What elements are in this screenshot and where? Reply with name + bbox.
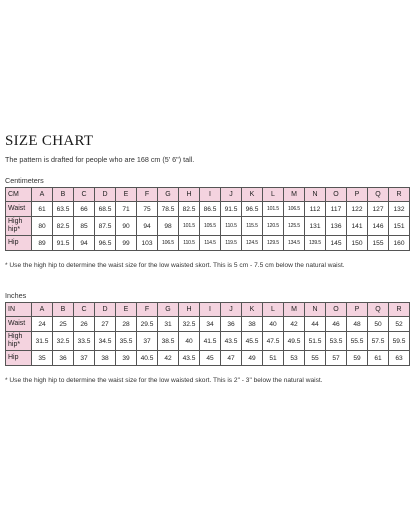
measurement-cell: 41.5 (200, 332, 221, 351)
table-row (6, 351, 410, 366)
size-table-centimeters (5, 187, 410, 251)
measurement-cell: 46 (326, 317, 347, 332)
measurement-cell: 28 (116, 317, 137, 332)
table-row (6, 236, 410, 251)
section-label-inches: Inches (5, 291, 27, 300)
size-header-cell: P (347, 303, 368, 317)
table-row (6, 317, 410, 332)
size-header-cell: E (116, 303, 137, 317)
measurement-cell: 53.5 (326, 332, 347, 351)
measurement-cell: 52 (389, 317, 410, 332)
size-header-cell: D (95, 188, 116, 202)
measurement-cell: 59.5 (389, 332, 410, 351)
measurement-cell: 32.5 (179, 317, 200, 332)
measurement-cell: 122 (347, 202, 368, 217)
size-header-cell: I (200, 188, 221, 202)
measurement-cell: 39 (116, 351, 137, 366)
measurement-cell: 34 (200, 317, 221, 332)
size-header-cell: K (242, 188, 263, 202)
measurement-cell: 37 (137, 332, 158, 351)
measurement-cell: 98 (158, 217, 179, 236)
measurement-cell: 80 (32, 217, 53, 236)
header-row (6, 188, 410, 202)
measurement-cell: 45.5 (242, 332, 263, 351)
measurement-label: Waist (6, 202, 32, 217)
measurement-cell: 78.5 (158, 202, 179, 217)
measurement-cell: 71 (116, 202, 137, 217)
measurement-cell: 63 (389, 351, 410, 366)
measurement-cell: 106.5 (284, 202, 305, 217)
size-header-cell: C (74, 188, 95, 202)
size-header-cell: A (32, 188, 53, 202)
size-header-cell: C (74, 303, 95, 317)
measurement-cell: 24 (32, 317, 53, 332)
measurement-cell: 49 (242, 351, 263, 366)
measurement-cell: 85 (74, 217, 95, 236)
measurement-cell: 38 (95, 351, 116, 366)
intro-text: The pattern is drafted for people who are 168 cm (5' 6") tall. (5, 155, 195, 164)
measurement-cell: 124.5 (242, 236, 263, 251)
measurement-label: High hip* (6, 217, 32, 236)
size-header-cell: I (200, 303, 221, 317)
size-header-cell: L (263, 303, 284, 317)
table-footnote-inches: * Use the high hip to determine the waist size for the low waisted skort. This is 2" - 3" below the natural waist. (5, 377, 323, 384)
measurement-cell: 110.5 (179, 236, 200, 251)
size-header-cell: N (305, 188, 326, 202)
measurement-cell: 37 (74, 351, 95, 366)
measurement-cell: 40.5 (137, 351, 158, 366)
measurement-cell: 151 (389, 217, 410, 236)
size-header-cell: Q (368, 303, 389, 317)
measurement-cell: 160 (389, 236, 410, 251)
measurement-label: Waist (6, 317, 32, 332)
measurement-cell: 48 (347, 317, 368, 332)
measurement-cell: 91.5 (221, 202, 242, 217)
measurement-cell: 96.5 (95, 236, 116, 251)
size-header-cell: H (179, 188, 200, 202)
measurement-cell: 112 (305, 202, 326, 217)
measurement-cell: 87.5 (95, 217, 116, 236)
measurement-cell: 44 (305, 317, 326, 332)
size-header-cell: H (179, 303, 200, 317)
measurement-cell: 129.5 (263, 236, 284, 251)
size-header-cell: R (389, 188, 410, 202)
measurement-cell: 27 (95, 317, 116, 332)
measurement-cell: 40 (179, 332, 200, 351)
size-header-cell: N (305, 303, 326, 317)
measurement-cell: 35 (32, 351, 53, 366)
measurement-cell: 47 (221, 351, 242, 366)
size-header-cell: M (284, 303, 305, 317)
unit-header-cell: IN (6, 303, 32, 317)
measurement-cell: 61 (32, 202, 53, 217)
measurement-cell: 53 (284, 351, 305, 366)
unit-header-cell: CM (6, 188, 32, 202)
measurement-cell: 82.5 (53, 217, 74, 236)
measurement-cell: 145 (326, 236, 347, 251)
measurement-cell: 139.5 (305, 236, 326, 251)
measurement-cell: 75 (137, 202, 158, 217)
measurement-cell: 150 (347, 236, 368, 251)
measurement-cell: 146 (368, 217, 389, 236)
section-label-centimeters: Centimeters (5, 176, 44, 185)
measurement-cell: 110.5 (221, 217, 242, 236)
measurement-cell: 36 (221, 317, 242, 332)
measurement-cell: 155 (368, 236, 389, 251)
measurement-cell: 26 (74, 317, 95, 332)
measurement-label: Hip (6, 236, 32, 251)
measurement-cell: 55 (305, 351, 326, 366)
size-header-cell: M (284, 188, 305, 202)
measurement-cell: 115.5 (242, 217, 263, 236)
measurement-cell: 31 (158, 317, 179, 332)
measurement-cell: 25 (53, 317, 74, 332)
measurement-cell: 47.5 (263, 332, 284, 351)
size-header-cell: L (263, 188, 284, 202)
page-title: SIZE CHART (5, 133, 94, 149)
table-row (6, 202, 410, 217)
measurement-cell: 82.5 (179, 202, 200, 217)
size-header-cell: P (347, 188, 368, 202)
measurement-cell: 106.5 (158, 236, 179, 251)
measurement-cell: 38.5 (158, 332, 179, 351)
measurement-cell: 35.5 (116, 332, 137, 351)
table-footnote-centimeters: * Use the high hip to determine the waist size for the low waisted skort. This is 5 cm - 7.5 cm below the natural waist. (5, 262, 345, 269)
measurement-cell: 33.5 (74, 332, 95, 351)
measurement-cell: 32.5 (53, 332, 74, 351)
measurement-label: Hip (6, 351, 32, 366)
measurement-cell: 119.5 (221, 236, 242, 251)
measurement-cell: 36 (53, 351, 74, 366)
measurement-cell: 57.5 (368, 332, 389, 351)
measurement-cell: 141 (347, 217, 368, 236)
size-header-cell: F (137, 188, 158, 202)
measurement-cell: 120.5 (263, 217, 284, 236)
size-header-cell: Q (368, 188, 389, 202)
table-row (6, 332, 410, 351)
measurement-cell: 94 (137, 217, 158, 236)
size-header-cell: A (32, 303, 53, 317)
measurement-cell: 131 (305, 217, 326, 236)
measurement-cell: 29.5 (137, 317, 158, 332)
measurement-cell: 90 (116, 217, 137, 236)
measurement-cell: 61 (368, 351, 389, 366)
size-header-cell: O (326, 188, 347, 202)
measurement-cell: 96.5 (242, 202, 263, 217)
measurement-cell: 68.5 (95, 202, 116, 217)
measurement-cell: 57 (326, 351, 347, 366)
measurement-cell: 134.5 (284, 236, 305, 251)
measurement-cell: 105.5 (200, 217, 221, 236)
size-header-cell: B (53, 303, 74, 317)
measurement-cell: 127 (368, 202, 389, 217)
measurement-cell: 114.5 (200, 236, 221, 251)
measurement-cell: 55.5 (347, 332, 368, 351)
size-header-cell: E (116, 188, 137, 202)
size-header-cell: O (326, 303, 347, 317)
size-header-cell: R (389, 303, 410, 317)
measurement-cell: 51 (263, 351, 284, 366)
measurement-cell: 31.5 (32, 332, 53, 351)
size-header-cell: K (242, 303, 263, 317)
measurement-cell: 99 (116, 236, 137, 251)
table-row (6, 217, 410, 236)
measurement-cell: 101.5 (179, 217, 200, 236)
measurement-cell: 136 (326, 217, 347, 236)
measurement-cell: 94 (74, 236, 95, 251)
measurement-cell: 59 (347, 351, 368, 366)
measurement-cell: 132 (389, 202, 410, 217)
measurement-cell: 49.5 (284, 332, 305, 351)
measurement-cell: 45 (200, 351, 221, 366)
size-header-cell: F (137, 303, 158, 317)
measurement-cell: 51.5 (305, 332, 326, 351)
measurement-cell: 117 (326, 202, 347, 217)
measurement-cell: 86.5 (200, 202, 221, 217)
size-header-cell: G (158, 188, 179, 202)
measurement-cell: 34.5 (95, 332, 116, 351)
measurement-cell: 42 (158, 351, 179, 366)
measurement-cell: 42 (284, 317, 305, 332)
measurement-cell: 38 (242, 317, 263, 332)
size-header-cell: J (221, 188, 242, 202)
size-header-cell: D (95, 303, 116, 317)
measurement-cell: 103 (137, 236, 158, 251)
measurement-cell: 66 (74, 202, 95, 217)
size-header-cell: J (221, 303, 242, 317)
header-row (6, 303, 410, 317)
measurement-cell: 43.5 (221, 332, 242, 351)
measurement-cell: 50 (368, 317, 389, 332)
size-table-inches (5, 302, 410, 366)
size-header-cell: G (158, 303, 179, 317)
measurement-cell: 101.5 (263, 202, 284, 217)
measurement-cell: 125.5 (284, 217, 305, 236)
measurement-cell: 63.5 (53, 202, 74, 217)
measurement-cell: 89 (32, 236, 53, 251)
measurement-cell: 91.5 (53, 236, 74, 251)
measurement-label: High hip* (6, 332, 32, 351)
measurement-cell: 40 (263, 317, 284, 332)
size-header-cell: B (53, 188, 74, 202)
measurement-cell: 43.5 (179, 351, 200, 366)
